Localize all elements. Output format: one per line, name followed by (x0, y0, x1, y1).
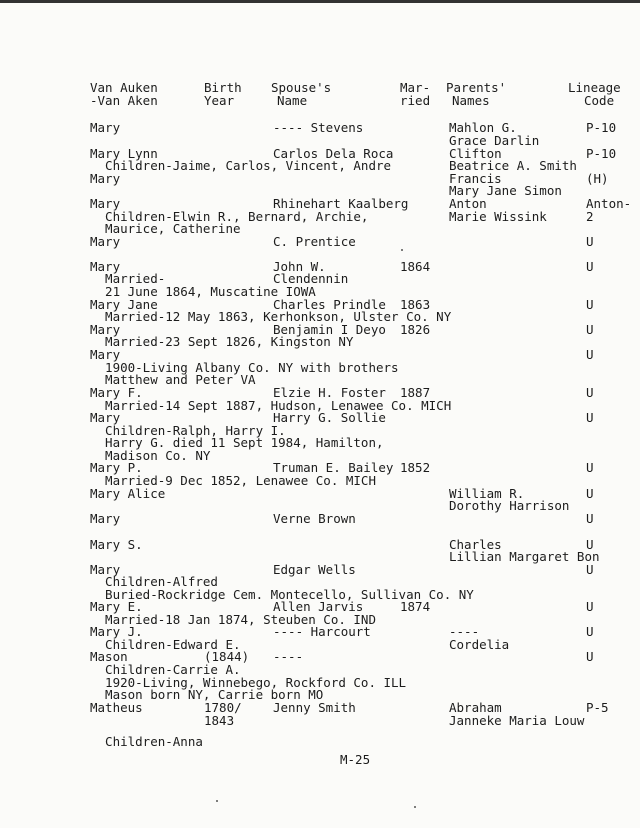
entry-birth: 1843 (204, 713, 235, 728)
entry-spouse: ---- (273, 649, 304, 664)
entry-parents: Marie Wissink (449, 209, 547, 224)
entry-note: Mason born NY, Carrie born MO (90, 687, 324, 702)
entry-name: Mary Jane (90, 297, 158, 312)
entry-birth: (1844) (204, 649, 250, 664)
entry-married: 1852 (400, 460, 431, 475)
entry-name: Mary F. (90, 385, 143, 400)
entry-spouse: Edgar Wells (273, 562, 356, 577)
entry-parents: Mahlon G. (449, 120, 517, 135)
scan-speck (414, 806, 416, 808)
entry-note: 1900-Living Albany Co. NY with brothers (90, 360, 399, 375)
entry-note: Married- (90, 271, 166, 286)
entry-name: Mary (90, 511, 121, 526)
entry-name: Mary (90, 171, 121, 186)
entry-parents: Anton (449, 196, 487, 211)
header-code: Code (584, 93, 615, 108)
entry-note: Children-Edward E. (90, 637, 241, 652)
header-married-2: ried (400, 93, 431, 108)
entry-note: Harry G. died 11 Sept 1984, Hamilton, (90, 435, 384, 450)
entry-note: Married-23 Sept 1826, Kingston NY (90, 334, 354, 349)
entry-code: U (586, 297, 594, 312)
entry-spouse: Carlos Dela Roca (273, 146, 394, 161)
header-parents: Parents' (446, 80, 507, 95)
entry-married: 1887 (400, 385, 431, 400)
entry-name: Mary E. (90, 599, 143, 614)
entry-spouse: Verne Brown (273, 511, 356, 526)
entry-code: U (586, 347, 594, 362)
entry-married: 1826 (400, 322, 431, 337)
entry-name: Mason (90, 649, 128, 664)
entry-code: U (586, 562, 594, 577)
entry-spouse: Benjamin I Deyo (273, 322, 386, 337)
entry-note: Matthew and Peter VA (90, 372, 256, 387)
entry-note: Children-Carrie A. (90, 662, 241, 677)
header-birth: Birth (204, 80, 242, 95)
entry-code: U (586, 322, 594, 337)
entry-parents: Grace Darlin (449, 133, 540, 148)
entry-name: Mary (90, 120, 121, 135)
entry-spouse: John W. (273, 259, 326, 274)
entry-code: U (586, 599, 594, 614)
entry-married: 1863 (400, 297, 431, 312)
entry-name: Mary (90, 196, 121, 211)
entry-code: P-10 (586, 120, 617, 135)
entry-name: Matheus (90, 700, 143, 715)
entry-parents: Francis (449, 171, 502, 186)
entry-note: Married-12 May 1863, Kerhonkson, Ulster Co. NY (90, 309, 452, 324)
entry-code: U (586, 649, 594, 664)
entry-birth: 1780/ (204, 700, 242, 715)
entry-name: Mary (90, 259, 121, 274)
header-surname-variant: -Van Aken (90, 93, 158, 108)
entry-spouse: Truman E. Bailey (273, 460, 394, 475)
scan-speck (401, 249, 403, 251)
entry-parents: Abraham (449, 700, 502, 715)
entry-code: 2 (586, 209, 594, 224)
entry-parents: Mary Jane Simon (449, 183, 562, 198)
entry-note: 1920-Living, Winnebego, Rockford Co. ILL (90, 675, 407, 690)
entry-spouse: Elzie H. Foster (273, 385, 386, 400)
entry-parents: Beatrice A. Smith (449, 158, 577, 173)
entry-parents: Janneke Maria Louw (449, 713, 585, 728)
entry-spouse: C. Prentice (273, 234, 356, 249)
entry-name: Mary (90, 562, 121, 577)
entry-name: Mary Lynn (90, 146, 158, 161)
entry-name: Mary P. (90, 460, 143, 475)
entry-married: 1874 (400, 599, 431, 614)
entry-parents: Dorothy Harrison (449, 498, 570, 513)
entry-parents: Lillian Margaret Bon (449, 549, 600, 564)
entry-name: Mary (90, 322, 121, 337)
entry-note: Married-18 Jan 1874, Steuben Co. IND (90, 612, 376, 627)
entry-code: U (586, 259, 594, 274)
entry-note: Married-14 Sept 1887, Hudson, Lenawee Co. MICH (90, 398, 452, 413)
header-surname: Van Auken (90, 80, 158, 95)
entry-note: Married-9 Dec 1852, Lenawee Co. MICH (90, 473, 376, 488)
entry-married: 1864 (400, 259, 431, 274)
entry-code: U (586, 537, 594, 552)
entry-note: Madison Co. NY (90, 448, 211, 463)
entry-code: P-5 (586, 700, 609, 715)
entry-code: U (586, 385, 594, 400)
entry-note: Children-Ralph, Harry I. (90, 423, 286, 438)
entry-note: Children-Alfred (90, 574, 218, 589)
entry-note: Children-Anna (90, 734, 203, 749)
header-parents-names: Names (452, 93, 490, 108)
page-number: M-25 (340, 752, 371, 767)
entry-name: Mary J. (90, 624, 143, 639)
entry-spouse: Harry G. Sollie (273, 410, 386, 425)
header-spouse-name: Name (277, 93, 308, 108)
entry-name: Mary (90, 234, 121, 249)
entry-code: (H) (586, 171, 609, 186)
entry-spouse: Clendennin (273, 271, 349, 286)
header-lineage: Lineage (568, 80, 621, 95)
entry-name: Mary Alice (90, 486, 166, 501)
entry-note: Buried-Rockridge Cem. Montecello, Sullivan Co. NY (90, 587, 474, 602)
entry-spouse: ---- Stevens (273, 120, 364, 135)
entry-parents: Clifton (449, 146, 502, 161)
entry-code: U (586, 410, 594, 425)
header-spouse: Spouse's (271, 80, 332, 95)
header-married: Mar- (400, 80, 431, 95)
entry-name: Mary S. (90, 537, 143, 552)
scan-speck (216, 800, 218, 802)
entry-code: U (586, 460, 594, 475)
entry-code: U (586, 624, 594, 639)
entry-spouse: Jenny Smith (273, 700, 356, 715)
entry-note: 21 June 1864, Muscatine IOWA (90, 284, 316, 299)
entry-code: U (586, 234, 594, 249)
entry-note: Children-Jaime, Carlos, Vincent, Andre (90, 158, 392, 173)
entry-spouse: ---- Harcourt (273, 624, 371, 639)
header-year: Year (204, 93, 235, 108)
entry-spouse: Allen Jarvis (273, 599, 364, 614)
entry-spouse: Charles Prindle (273, 297, 386, 312)
top-border-line (0, 0, 640, 3)
entry-name: Mary (90, 410, 121, 425)
entry-parents: Cordelia (449, 637, 510, 652)
entry-name: Mary (90, 347, 121, 362)
entry-parents: William R. (449, 486, 525, 501)
entry-parents: Charles (449, 537, 502, 552)
entry-code: U (586, 486, 594, 501)
entry-code: P-10 (586, 146, 617, 161)
entry-code: U (586, 511, 594, 526)
entry-parents: ---- (449, 624, 480, 639)
entry-spouse: Rhinehart Kaalberg (273, 196, 409, 211)
entry-note: Maurice, Catherine (90, 221, 241, 236)
entry-note: Children-Elwin R., Bernard, Archie, (90, 209, 369, 224)
entry-code: Anton- (586, 196, 632, 211)
